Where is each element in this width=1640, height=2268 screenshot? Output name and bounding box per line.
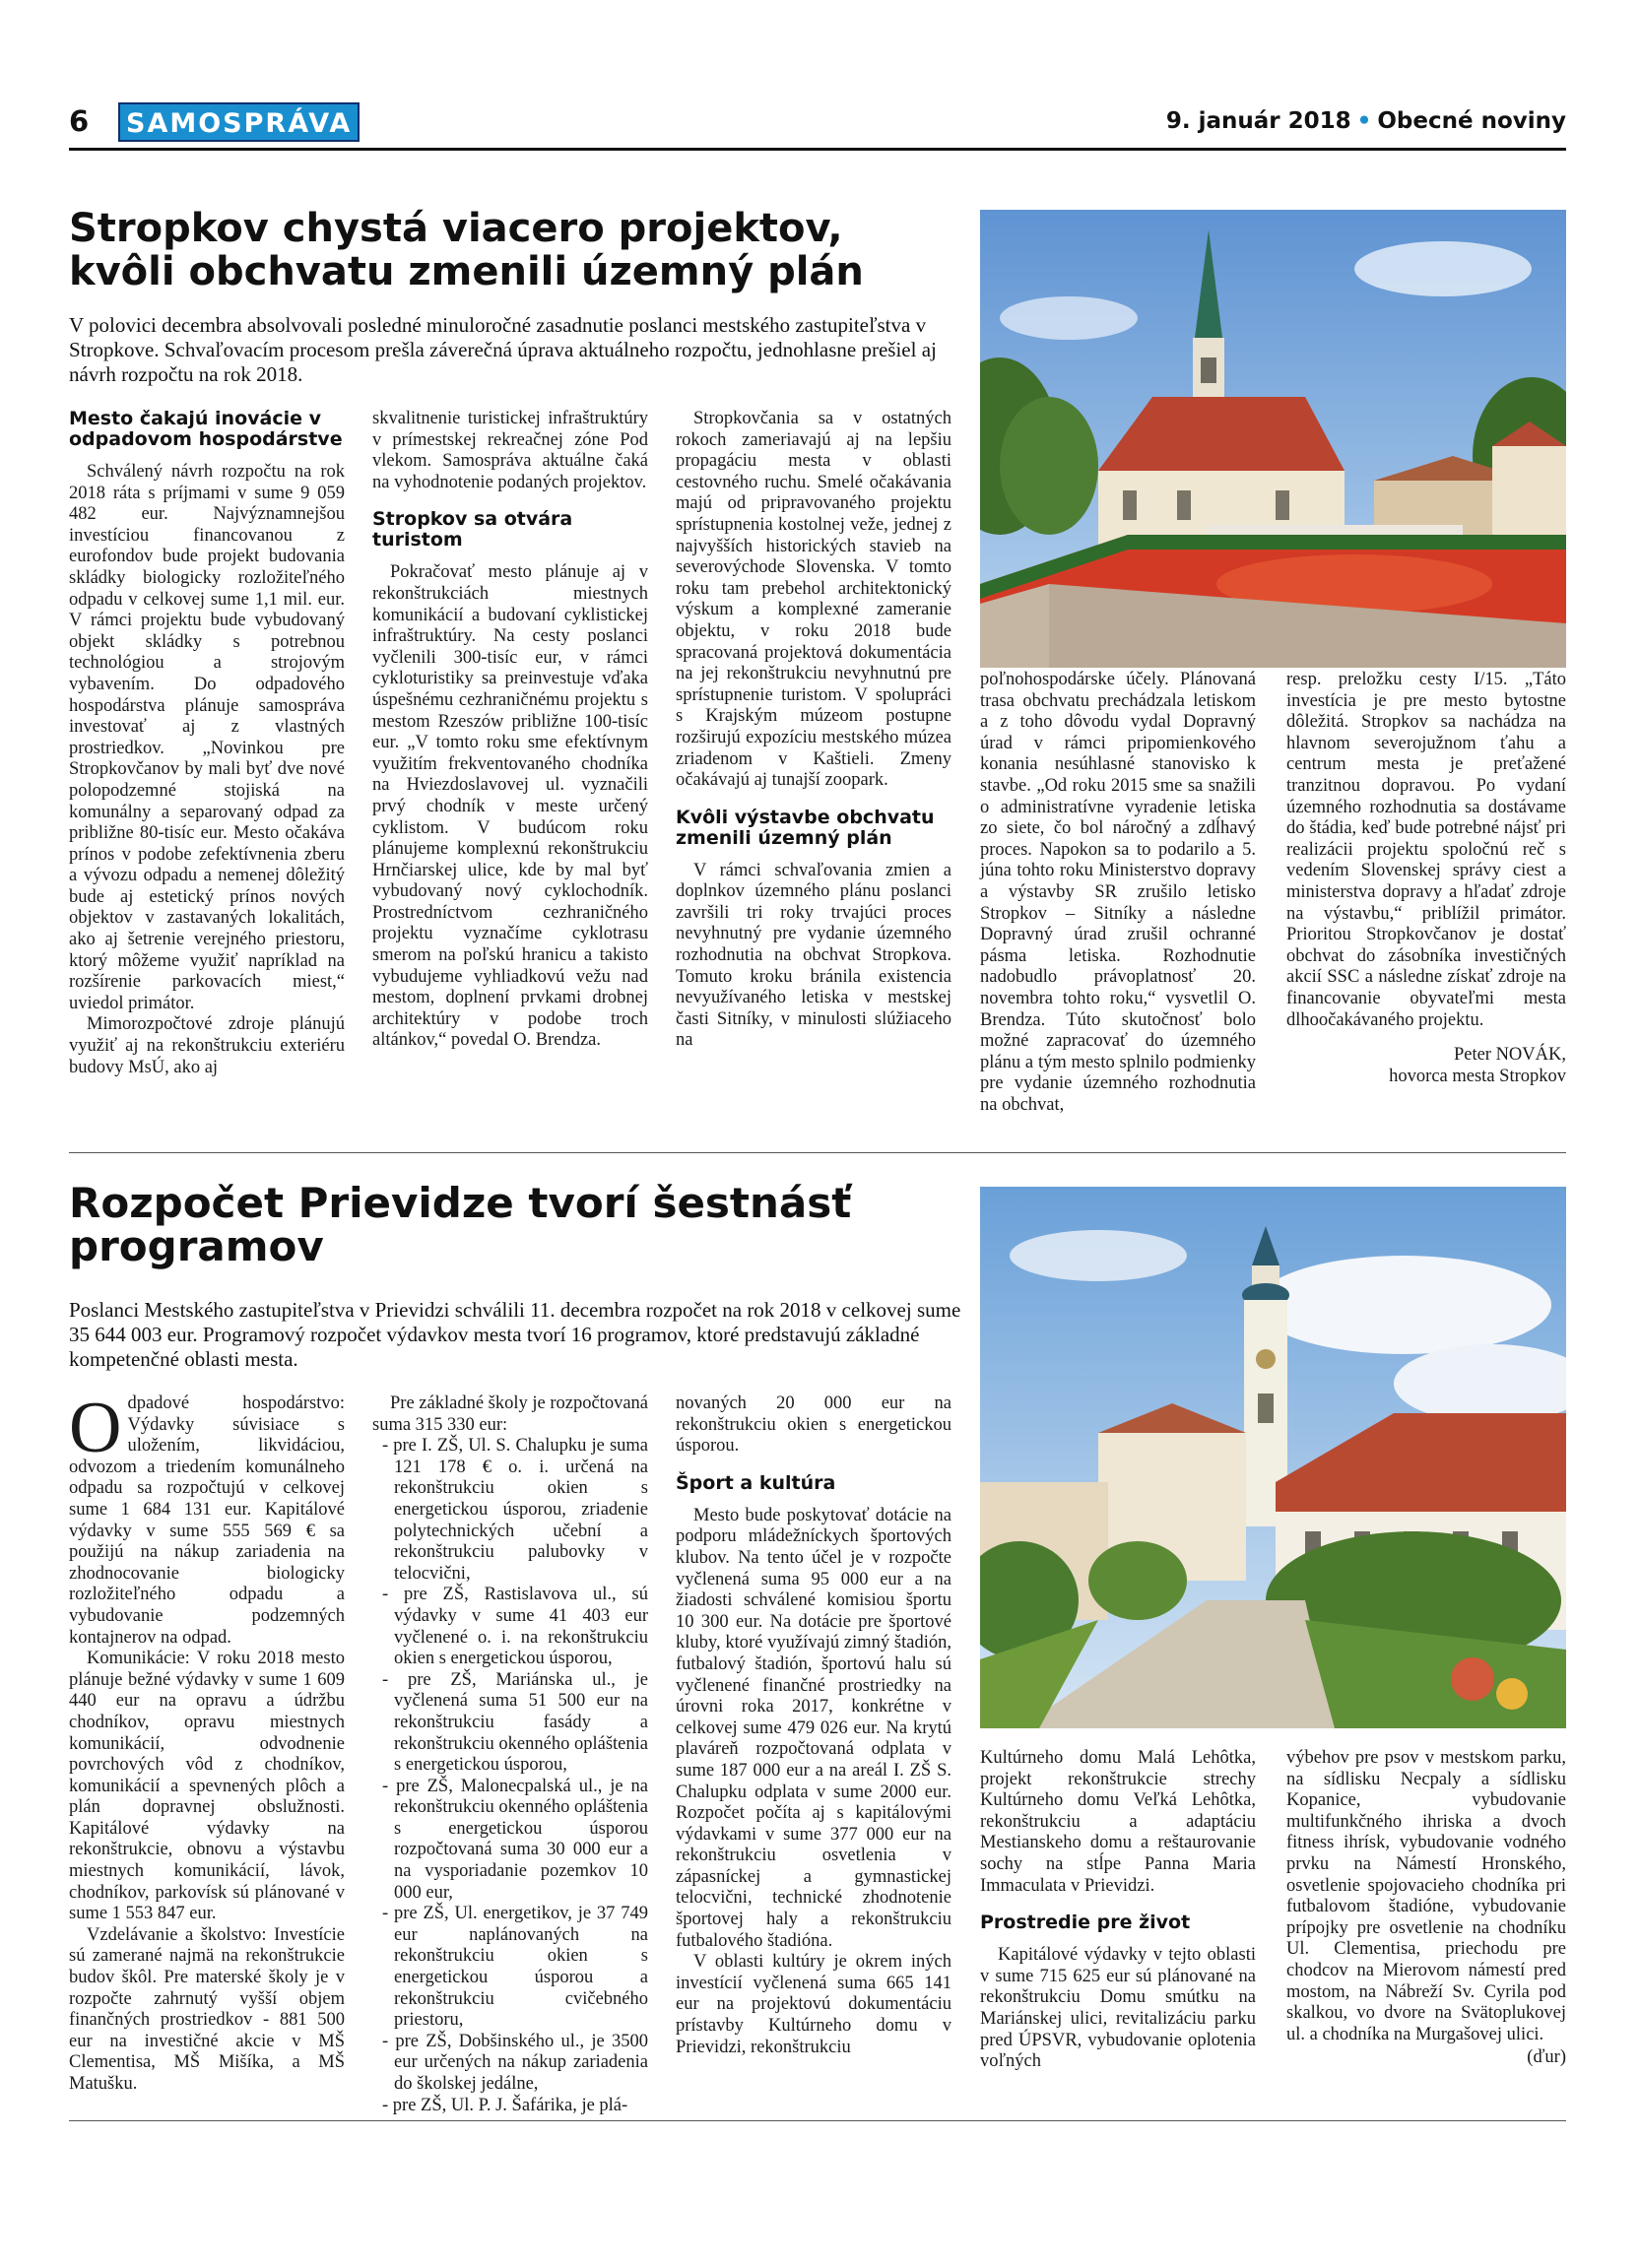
article1-col1-paragraph: Mimorozpočtové zdroje plánujú využiť aj na rekonštrukciu exteriéru budovy MsÚ, ako aj	[69, 1014, 345, 1077]
dropcap-letter: O	[69, 1388, 122, 1468]
article2-lead: Poslanci Mestského zastupiteľstva v Prievidzi schválili 11. decembra rozpočet na rok 2018 v celkovej sume 35 644 003 eur. Programový rozpočet výdavkov mesta tvorí 16 programov, ktoré predstavujú základné kompetenčné oblasti mesta.	[69, 1298, 961, 1371]
article2-col2-paragraph: Pre základné školy je rozpočtovaná suma 315 330 eur:	[372, 1393, 648, 1435]
article1-column5	[1286, 670, 1566, 1087]
article2-col1-text: dpadové hospodárstvo: Výdavky súvisiace s uložením, likvidáciou, odvozom a triedením komunálneho odpadu sa rozpočtujú v celkovej sume 1 684 131 eur. Kapitálové výdavky v sume 555 569 € sa použijú na nákup zariadenia na zhodnocovanie biologicky rozložiteľného odpadu a vybudovanie podzemných kontajnerov na odpad.	[69, 1393, 345, 1648]
school-list	[372, 1436, 648, 2116]
list-item: - pre I. ZŠ, Ul. S. Chalupku je suma 121 178 € o. i. určená na rekonštrukciu okien s energetickou úsporou, zriadenie polytechnických učební a rekonštrukciu palubovky v telocvični,	[382, 1436, 648, 1584]
article2-headline-line1: Rozpočet Prievidze tvorí šestnásť	[69, 1179, 852, 1227]
article1-signature-role: hovorca mesta Stropkov	[1389, 1066, 1566, 1086]
article2-subheading-sport: Šport a kultúra	[676, 1471, 836, 1494]
article1-col4-paragraph: poľnohospodárske účely. Plánovaná trasa obchvatu prechádzala letiskom a z toho dôvodu vydal Dopravný úrad v rámci pripomienkového konania nesúhlasné stanovisko k stavbe. „Od roku 2015 sme sa snažili o administratívne vyradenie letiska zo siete, čo bol náročný a zdĺhavý proces. Napokon sa to podarilo a 5. júna tohto roku Ministerstvo dopravy a výstavby SR zrušilo letisko Stropkov – Sitníky a následne Dopravný úrad zrušil ochranné pásma letiska. Rozhodnutie nadobudlo právoplatnosť 20. novembra tohto roku,“ vysvetlil O. Brendza. Túto skutočnosť bolo možné zapracovať do územného plánu a tým mesto splnilo podmienky pre vydanie územného rozhodnutia na obchvat,	[980, 670, 1256, 1115]
article1-headline-line1: Stropkov chystá viacero projektov,	[69, 206, 843, 251]
article1-column2	[372, 409, 648, 1052]
article2-col3-paragraph: V oblasti kultúry je okrem iných investícií vyčlenená suma 665 141 eur na projektovú dokumentáciu prístavby Kultúrneho domu v Prievidzi, rekonštrukciu	[676, 1952, 951, 2057]
prievidza-tower-photo	[980, 1187, 1566, 1728]
list-item: - pre ZŠ, Mariánska ul., je vyčlenená suma 51 500 eur na rekonštrukciu fasády a rekonštrukciu okenného opláštenia s energetickou úsporou,	[382, 1669, 648, 1776]
separator-dot: •	[1356, 108, 1372, 134]
article1-col3-paragraph: Stropkovčania sa v ostatných rokoch zameriavajú aj na lepšiu propagáciu mesta v oblasti cestovného ruchu. Smelé očakávania majú od pripravovaného projektu sprístupnenia kostolnej veže, jednej z najvyšších historických stavieb na severovýchode Slovenska. V tomto roku tam prebehol architektonický výskum a komplexné zameranie objektu, v roku 2018 bude spracovaná projektová dokumentácia na jej rekonštrukciu nevyhnutnú pre sprístupnenie turistom. V spolupráci s Krajským múzeom postupne rozširujú expozíciu mestského múzea zriadenom v Kaštieli. Zmeny očakávajú aj tunajší zoopark.	[676, 409, 951, 791]
page-header	[69, 102, 1566, 146]
list-item: - pre ZŠ, Rastislavova ul., sú výdavky v sume 41 403 eur vyčlenené o. i. na rekonštrukciu okien s energetickou úsporou,	[382, 1585, 648, 1669]
article2-column2	[372, 1393, 648, 2116]
article2-column1	[69, 1388, 345, 2096]
article2-col1-paragraph: Vzdelávanie a školstvo: Investície sú zamerané najmä na rekonštrukcie budov škôl. Pre materské školy je v rozpočte zahrnutý vyšší objem finančných prostriedkov - 881 500 eur na investičné akcie v MŠ Clementisa, MŠ Mišíka, a MŠ Matušku.	[69, 1924, 345, 2094]
header-rule	[69, 148, 1566, 151]
article1-col2-paragraph: Pokračovať mesto plánuje aj v rekonštrukciách miestnych komunikácií a budovaní cyklistickej infraštruktúry. Na cesty poslanci vyčlenili 300-tisíc eur, v rámci cykloturistiky sa preinvestuje vďaka úspešnému cezhraničnému projektu s mestom Rzeszów približne 100-tisíc eur. „V tomto roku sme efektívnym využitím frekventovaného chodníka na Hviezdoslavovej ul. vyznačili prvý chodník v meste určený cyklistom. V budúcom roku plánujeme komplexnú rekonštrukciu Hrnčiarskej ulice, kde by mal byť vybudovaný nový cyklochodník. Prostredníctvom cezhraničného projektu vyznačíme cyklotrasu smerom na poľskú hranicu a takisto vybudujeme vyhliadkovú vežu nad mestom, doplnení prvkami drobnej architektúry v podobe troch altánkov,“ povedal O. Brendza.	[372, 562, 648, 1051]
article1-subheading-obchvat: Kvôli výstavbe obchvatu zmenili územný plán	[676, 806, 935, 849]
dateline	[1166, 108, 1566, 134]
article1-headline	[69, 207, 985, 293]
article2-col4-paragraph: Kultúrneho domu Malá Lehôtka, projekt rekonštrukcie strechy Kultúrneho domu Veľká Lehôtka, rekonštrukciu a adaptáciu Mestianskeho domu a reštaurovanie sochy na stĺpe Panna Maria Immaculata v Prievidzi.	[980, 1748, 1256, 1896]
article2-col1-paragraph: Komunikácie: V roku 2018 mesto plánuje bežné výdavky v sume 1 609 440 eur na opravu a údržbu chodníkov, opravu miestnych komunikácií, odvodnenie povrchových vôd z chodníkov, komunikácií a spevnených plôch a plán dopravnej obslužnosti. Kapitálové výdavky na rekonštrukcie, obnovu a výstavbu miestnych komunikácií, lávok, chodníkov, parkovísk sú plánované v sume 1 553 847 eur.	[69, 1649, 345, 1924]
article2-col5-paragraph: výbehov pre psov v mestskom parku, na sídlisku Necpaly a sídlisku Kopanice, vybudovanie multifunkčného ihriska a dvoch fitness ihrísk, vybudovanie vodného prvku na Námestí Hronského, osvetlenie spojovacieho chodníka pri futbalovom štadióne, vybudovanie prípojky pre osvetlenie na chodníku Ul. Clementisa, priechodu pre chodcov na Mierovom námestí pred mostom, na Nábreží Sv. Cyrila pod skalkou, vo dvore na Svätoplukovej ul. a chodníka na Murgašovej ulici.	[1286, 1748, 1566, 2044]
page-number: 6	[69, 104, 90, 138]
article1-column1	[69, 409, 345, 1078]
article1-headline-line2: kvôli obchvatu zmenili územný plán	[69, 249, 864, 294]
list-item: - pre ZŠ, Dobšinského ul., je 3500 eur určených na nákup zariadenia do školskej jedálne,	[382, 2031, 648, 2094]
article2-col4-paragraph: Kapitálové výdavky v tejto oblasti v sume 715 625 eur sú plánované na rekonštrukciu Domu smútku na Mariánskej ulici, revitalizáciu parku pred ÚPSVR, vybudovanie oplotenia voľných	[980, 1945, 1256, 2072]
article2-column3	[676, 1393, 951, 2058]
article1-column3	[676, 409, 951, 1052]
article1-subheading-turistom: Stropkov sa otvára turistom	[372, 508, 573, 551]
list-item: - pre ZŠ, Ul. energetikov, je 37 749 eur naplánovaných na rekonštrukciu okien s energetickou úsporou a rekonštrukciu cvičebného priestoru,	[382, 1904, 648, 2031]
article2-headline-line2: programov	[69, 1222, 324, 1270]
list-item: - pre ZŠ, Ul. P. J. Šafárika, je plá-	[382, 2095, 628, 2115]
article1-col3-paragraph: V rámci schvaľovania zmien a doplnkov územného plánu poslanci završili tri roky trvajúci proces nevyhnutný pre vydanie územného rozhodnutia na obchvat Stropkova. Tomuto kroku bránila existencia nevyužívaného letiska v mestskej časti Sitníky, v minulosti slúžiaceho na	[676, 860, 951, 1051]
stropkov-church-photo	[980, 210, 1566, 668]
bottom-rule	[69, 2120, 1566, 2121]
article2-column5	[1286, 1748, 1566, 2069]
article2-subheading-prostredie: Prostredie pre život	[980, 1912, 1191, 1934]
publication-name: Obecné noviny	[1377, 108, 1566, 134]
article2-col1-paragraph	[69, 1388, 345, 1649]
issue-date: 9. január 2018	[1165, 108, 1351, 134]
article1-lead: V polovici decembra absolvovali posledné minuloročné zasadnutie poslanci mestského zastupiteľstva v Stropkove. Schvaľovacím procesom prešla záverečná úprava aktuálneho rozpočtu, jednohlasne prešiel aj návrh rozpočtu na rok 2018.	[69, 313, 937, 386]
article2-col3-paragraph: novaných 20 000 eur na rekonštrukciu okien s energetickou úsporou.	[676, 1393, 951, 1457]
article2-signature: (ďur)	[1527, 2047, 1566, 2068]
article1-col2-paragraph: skvalitnenie turistickej infraštruktúry v prímestskej rekreačnej zóne Pod vlekom. Samospráva aktuálne čaká na vyhodnotenie podaných projektov.	[372, 409, 648, 492]
article2-col3-paragraph: Mesto bude poskytovať dotácie na podporu mládežníckych športových klubov. Na tento účel je v rozpočte vyčlenená suma 95 000 eur a na žiadosti schválené komisiou športu 10 300 eur. Na dotácie pre športové kluby, ktoré využívajú zimný štadión, futbalový štadión, športovú halu sú vyčlenené finančné prostriedky na úrovni roka 2017, konkrétne v celkovej sume 479 026 eur. Na krytú plaváreň rozpočtovaná odplata v sume 187 000 eur a na areál I. ZŠ S. Chalupku odplata v sume 2000 eur. Rozpočet počíta aj s kapitálovými výdavkami v sume 377 000 eur na rekonštrukciu osvetlenia v zápasníckej a gymnastickej telocvični, technické zhodnotenie športovej haly a rekonštrukciu futbalového štadióna.	[676, 1505, 951, 1951]
article1-col1-paragraph: Schválený návrh rozpočtu na rok 2018 ráta s príjmami v sume 9 059 482 eur. Najvýznamnejšou investíciou financovanou z eurofondov bude projekt budovania skládky biologicky rozložiteľného odpadu v celkovej sume 1,1 mil. eur. V rámci projektu bude vybudovaný objekt skládky s potrebnou technológiou a strojovým vybavením. Do odpadového hospodárstva plánuje samospráva investovať aj z vlastných prostriedkov. „Novinkou pre Stropkovčanov by mali byť dve nové polopodzemné stojiská na komunálny a separovaný odpad za približne 80-tisíc eur. Mesto očakáva prínos v podobe zefektívnenia zberu a vývozu odpadu a nemenej dôležitý bude aj estetický prínos nových objektov v zastavaných lokalitách, ako aj šetrenie verejného priestoru, ktorý môžeme využiť napríklad na rozšírenie parkovacích miest,“ uviedol primátor.	[69, 462, 345, 1013]
article1-subheading-odpad: Mesto čakajú inovácie v odpadovom hospodárstve	[69, 408, 343, 450]
article-divider	[69, 1152, 1566, 1153]
article1-col5-paragraph: resp. preložku cesty I/15. „Táto investícia je pre mesto bytostne dôležitá. Stropkov sa nachádza na hlavnom severojužnom ťahu a centrum mesta je preťažené tranzitnou dopravou. Po vydaní územného rozhodnutia sa dostávame do štádia, keď bude potrebné nájsť pri realizácii projektu spoločnú reč s vedením Slovenskej správy ciest a ministerstva dopravy a hľadať zdroje na výstavbu,“ priblížil primátor. Prioritou Stropkovčanov je dostať obchvat do zásobníka investičných akcií SSC a následne získať zdroje na financovanie obyvateľmi mesta dlhoočakávaného projektu.	[1286, 670, 1566, 1030]
article2-column4	[980, 1748, 1256, 2073]
section-badge: SAMOSPRÁVA	[118, 102, 360, 142]
article1-signature-name: Peter NOVÁK,	[1453, 1045, 1566, 1066]
article1-column4	[980, 670, 1256, 1116]
list-item: - pre ZŠ, Malonecpalská ul., je na rekonštrukciu okenného opláštenia s energetickou úsporou rozpočtovaná suma 30 000 eur a na vysporiadanie pozemkov 10 000 eur,	[382, 1776, 648, 1903]
article2-headline	[69, 1179, 985, 1270]
